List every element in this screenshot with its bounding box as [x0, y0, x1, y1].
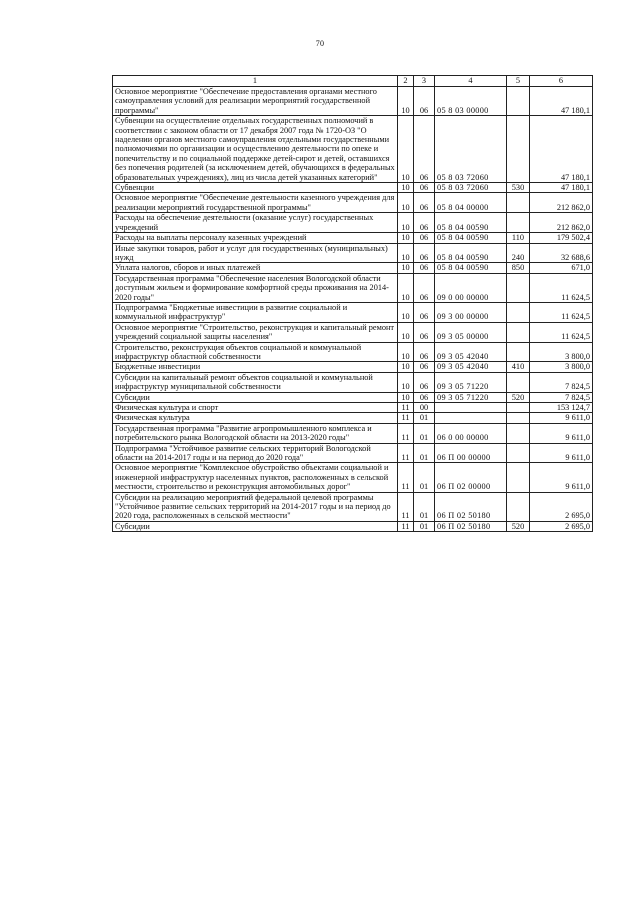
row-section-cell: 11: [398, 413, 414, 423]
row-target-article-cell: 05 8 04 00590: [435, 263, 507, 273]
row-expense-type-cell: 410: [507, 362, 530, 372]
row-section-cell: 10: [398, 183, 414, 193]
row-amount-cell: 9 611,0: [530, 443, 593, 463]
row-name-cell: Субвенции: [113, 183, 398, 193]
table-row: [113, 443, 593, 463]
row-amount-cell: 9 611,0: [530, 423, 593, 443]
row-target-article-cell: 05 8 04 00590: [435, 243, 507, 263]
row-subsection-cell: 06: [414, 243, 435, 263]
row-expense-type-cell: [507, 193, 530, 213]
table-row: [113, 372, 593, 392]
row-subsection-cell: 01: [414, 492, 435, 521]
row-subsection-cell: 06: [414, 263, 435, 273]
row-name-cell: Субсидии: [113, 521, 398, 531]
row-target-article-cell: 06 0 00 00000: [435, 423, 507, 443]
row-target-article-cell: 09 0 00 00000: [435, 273, 507, 302]
row-target-article-cell: 05 8 04 00590: [435, 233, 507, 243]
row-name-cell: Субвенции на осуществление отдельных государственных полномочий в соответствии с законом области от 17 декабря 2007 года № 1720-ОЗ "О наделении органов местного самоуправления отдельными государственными полномочиями по организации и осуществлению деятельности по опеке и попечительству и по социальной поддержке детей-сирот и детей, оставшихся без попечения родителей (за исключением детей, обучающихся в федеральных образовательных учреждениях), лиц из числа детей указанных категорий": [113, 116, 398, 183]
row-amount-cell: 11 624,5: [530, 302, 593, 322]
row-expense-type-cell: [507, 413, 530, 423]
row-amount-cell: 47 180,1: [530, 116, 593, 183]
row-subsection-cell: 06: [414, 322, 435, 342]
row-name-cell: Строительство, реконструкция объектов социальной и коммунальной инфраструктур областной собственности: [113, 342, 398, 362]
header-cell-subsection: 3: [414, 76, 435, 87]
row-expense-type-cell: [507, 273, 530, 302]
row-subsection-cell: 06: [414, 342, 435, 362]
row-expense-type-cell: 520: [507, 392, 530, 402]
header-cell-amount: 6: [530, 76, 593, 87]
row-subsection-cell: 01: [414, 413, 435, 423]
row-target-article-cell: 05 8 03 72060: [435, 183, 507, 193]
row-amount-cell: 11 624,5: [530, 322, 593, 342]
row-target-article-cell: 06 П 02 50180: [435, 492, 507, 521]
row-expense-type-cell: [507, 87, 530, 116]
row-expense-type-cell: [507, 342, 530, 362]
row-expense-type-cell: [507, 492, 530, 521]
row-subsection-cell: 06: [414, 372, 435, 392]
table-row: [113, 193, 593, 213]
row-amount-cell: 2 695,0: [530, 521, 593, 531]
budget-table: [112, 75, 593, 532]
row-name-cell: Иные закупки товаров, работ и услуг для государственных (муниципальных) нужд: [113, 243, 398, 263]
row-amount-cell: 671,0: [530, 263, 593, 273]
row-section-cell: 10: [398, 362, 414, 372]
row-section-cell: 11: [398, 423, 414, 443]
row-section-cell: 10: [398, 342, 414, 362]
row-expense-type-cell: 520: [507, 521, 530, 531]
row-target-article-cell: 09 3 05 42040: [435, 342, 507, 362]
table-row: [113, 183, 593, 193]
row-section-cell: 10: [398, 116, 414, 183]
table-row: [113, 342, 593, 362]
row-expense-type-cell: 110: [507, 233, 530, 243]
row-name-cell: Физическая культура: [113, 413, 398, 423]
row-section-cell: 10: [398, 273, 414, 302]
table-row: [113, 263, 593, 273]
row-target-article-cell: 09 3 05 00000: [435, 322, 507, 342]
row-expense-type-cell: [507, 463, 530, 492]
row-amount-cell: 179 502,4: [530, 233, 593, 243]
row-section-cell: 11: [398, 463, 414, 492]
table-row: [113, 116, 593, 183]
table-row: [113, 392, 593, 402]
row-amount-cell: 32 688,6: [530, 243, 593, 263]
row-target-article-cell: [435, 403, 507, 413]
row-subsection-cell: 06: [414, 116, 435, 183]
row-amount-cell: 212 862,0: [530, 213, 593, 233]
row-expense-type-cell: [507, 372, 530, 392]
row-amount-cell: 9 611,0: [530, 463, 593, 492]
row-name-cell: Бюджетные инвестиции: [113, 362, 398, 372]
row-name-cell: Основное мероприятие "Обеспечение предоставления органами местного самоуправления условий для реализации мероприятий государственной программы": [113, 87, 398, 116]
row-target-article-cell: 09 3 00 00000: [435, 302, 507, 322]
row-target-article-cell: 05 8 03 72060: [435, 116, 507, 183]
row-amount-cell: 9 611,0: [530, 413, 593, 423]
table-row: [113, 403, 593, 413]
row-section-cell: 10: [398, 87, 414, 116]
row-subsection-cell: 06: [414, 183, 435, 193]
row-subsection-cell: 06: [414, 302, 435, 322]
row-amount-cell: 47 180,1: [530, 87, 593, 116]
table-row: [113, 243, 593, 263]
row-expense-type-cell: [507, 403, 530, 413]
row-amount-cell: 212 862,0: [530, 193, 593, 213]
row-target-article-cell: 06 П 00 00000: [435, 443, 507, 463]
row-section-cell: 10: [398, 372, 414, 392]
row-expense-type-cell: [507, 213, 530, 233]
row-amount-cell: 7 824,5: [530, 392, 593, 402]
row-expense-type-cell: 240: [507, 243, 530, 263]
header-cell-expense-type: 5: [507, 76, 530, 87]
row-subsection-cell: 06: [414, 273, 435, 302]
table-row: [113, 302, 593, 322]
table-row: [113, 322, 593, 342]
row-name-cell: Субсидии на капитальный ремонт объектов социальной и коммунальной инфраструктур муниципальной собственности: [113, 372, 398, 392]
row-section-cell: 10: [398, 233, 414, 243]
row-subsection-cell: 06: [414, 193, 435, 213]
row-name-cell: Субсидии на реализацию мероприятий федеральной целевой программы "Устойчивое развитие сельских территорий на 2014-2017 годы и на период до 2020 года, расположенных в сельской местности": [113, 492, 398, 521]
table-row: [113, 492, 593, 521]
header-cell-name: 1: [113, 76, 398, 87]
row-name-cell: Государственная программа "Развитие агропромышленного комплекса и потребительского рынка Вологодской области на 2013-2020 годы": [113, 423, 398, 443]
row-target-article-cell: 05 8 04 00000: [435, 193, 507, 213]
table-row: [113, 413, 593, 423]
table-row: [113, 213, 593, 233]
row-section-cell: 10: [398, 193, 414, 213]
row-name-cell: Основное мероприятие "Комплексное обустройство объектами социальной и инженерной инфраструктур населенных пунктов, расположенных в сельской местности, строительство и реконструкция автомобильных дорог": [113, 463, 398, 492]
row-subsection-cell: 01: [414, 521, 435, 531]
header-row: [113, 76, 593, 87]
row-name-cell: Государственная программа "Обеспечение населения Вологодской области доступным жильем и формирование комфортной среды проживания на 2014-2020 годы": [113, 273, 398, 302]
row-section-cell: 10: [398, 302, 414, 322]
row-subsection-cell: 01: [414, 423, 435, 443]
row-target-article-cell: [435, 413, 507, 423]
row-amount-cell: 153 124,7: [530, 403, 593, 413]
table-row: [113, 87, 593, 116]
row-section-cell: 10: [398, 243, 414, 263]
row-section-cell: 10: [398, 392, 414, 402]
row-subsection-cell: 06: [414, 392, 435, 402]
row-section-cell: 11: [398, 443, 414, 463]
row-target-article-cell: 06 П 02 00000: [435, 463, 507, 492]
row-amount-cell: 7 824,5: [530, 372, 593, 392]
row-section-cell: 10: [398, 263, 414, 273]
row-subsection-cell: 06: [414, 362, 435, 372]
row-amount-cell: 3 800,0: [530, 342, 593, 362]
row-amount-cell: 2 695,0: [530, 492, 593, 521]
row-name-cell: Уплата налогов, сборов и иных платежей: [113, 263, 398, 273]
row-section-cell: 11: [398, 492, 414, 521]
table-row: [113, 521, 593, 531]
row-expense-type-cell: [507, 116, 530, 183]
row-subsection-cell: 00: [414, 403, 435, 413]
row-subsection-cell: 01: [414, 463, 435, 492]
row-section-cell: 10: [398, 213, 414, 233]
row-target-article-cell: 09 3 05 71220: [435, 372, 507, 392]
row-name-cell: Основное мероприятие "Обеспечение деятельности казенного учреждения для реализации мероприятий государственной программы": [113, 193, 398, 213]
row-name-cell: Субсидии: [113, 392, 398, 402]
row-name-cell: Физическая культура и спорт: [113, 403, 398, 413]
row-name-cell: Расходы на обеспечение деятельности (оказание услуг) государственных учреждений: [113, 213, 398, 233]
row-subsection-cell: 06: [414, 87, 435, 116]
row-section-cell: 11: [398, 403, 414, 413]
row-section-cell: 11: [398, 521, 414, 531]
row-amount-cell: 3 800,0: [530, 362, 593, 372]
row-name-cell: Основное мероприятие "Строительство, реконструкция и капитальный ремонт учреждений социальной защиты населения": [113, 322, 398, 342]
row-target-article-cell: 09 3 05 71220: [435, 392, 507, 402]
row-target-article-cell: 05 8 04 00590: [435, 213, 507, 233]
header-cell-target-article: 4: [435, 76, 507, 87]
table-row: [113, 273, 593, 302]
row-amount-cell: 11 624,5: [530, 273, 593, 302]
page-number: 70: [315, 39, 325, 48]
table-row: [113, 463, 593, 492]
row-expense-type-cell: 850: [507, 263, 530, 273]
row-target-article-cell: 09 3 05 42040: [435, 362, 507, 372]
row-expense-type-cell: [507, 423, 530, 443]
row-subsection-cell: 01: [414, 443, 435, 463]
row-name-cell: Расходы на выплаты персоналу казенных учреждений: [113, 233, 398, 243]
row-amount-cell: 47 180,1: [530, 183, 593, 193]
row-expense-type-cell: [507, 322, 530, 342]
row-subsection-cell: 06: [414, 213, 435, 233]
row-expense-type-cell: [507, 443, 530, 463]
row-section-cell: 10: [398, 322, 414, 342]
table-row: [113, 233, 593, 243]
row-expense-type-cell: 530: [507, 183, 530, 193]
row-target-article-cell: 06 П 02 50180: [435, 521, 507, 531]
row-expense-type-cell: [507, 302, 530, 322]
table-row: [113, 423, 593, 443]
header-cell-section: 2: [398, 76, 414, 87]
row-subsection-cell: 06: [414, 233, 435, 243]
table-row: [113, 362, 593, 372]
row-target-article-cell: 05 8 03 00000: [435, 87, 507, 116]
row-name-cell: Подпрограмма "Устойчивое развитие сельских территорий Вологодской области на 2014-2017 годы и на период до 2020 года": [113, 443, 398, 463]
row-name-cell: Подпрограмма "Бюджетные инвестиции в развитие социальной и коммунальной инфраструктур": [113, 302, 398, 322]
